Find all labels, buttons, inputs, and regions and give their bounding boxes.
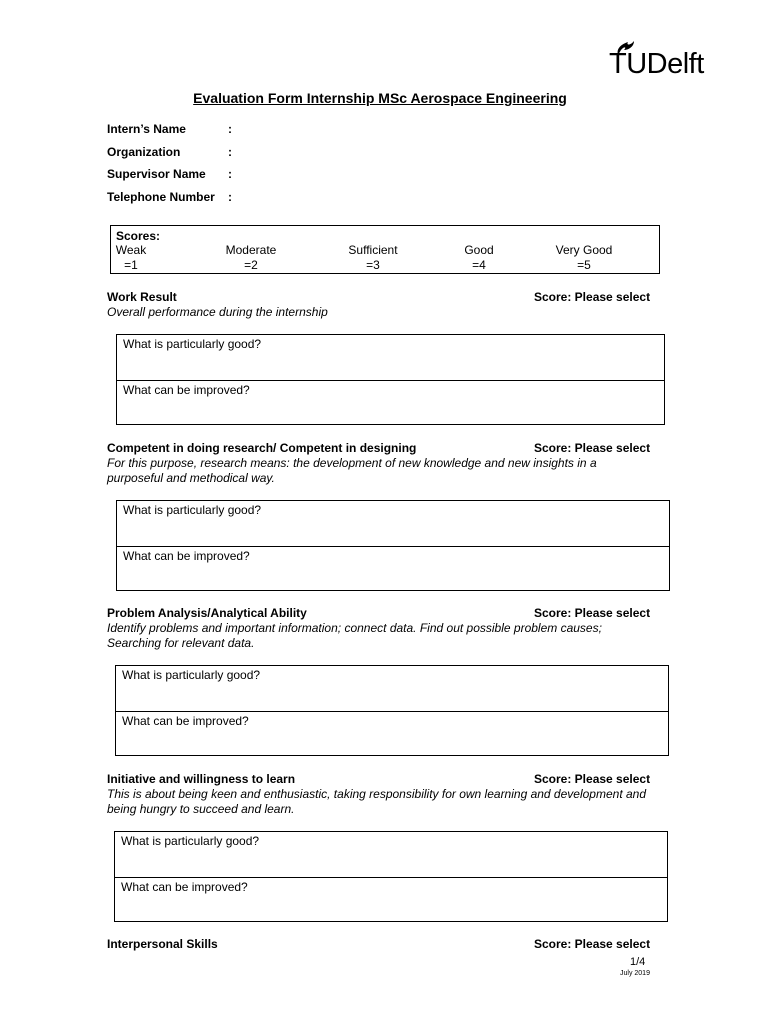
score-level-weak: Weak =1 xyxy=(115,243,147,272)
score-select[interactable]: Score: Please select xyxy=(534,772,651,786)
improve-field[interactable]: What can be improved? xyxy=(115,877,667,922)
section-description: Overall performance during the internship xyxy=(107,305,328,319)
improve-field[interactable]: What can be improved? xyxy=(117,380,664,425)
good-field[interactable]: What is particularly good? xyxy=(123,337,262,351)
section-title-interpersonal: Interpersonal Skills xyxy=(107,937,218,951)
score-select[interactable]: Score: Please select xyxy=(534,290,651,304)
section-description: Identify problems and important information; connect data. Find out possible problem causes; Searching for relevant data. xyxy=(107,621,602,650)
improve-field[interactable]: What can be improved? xyxy=(117,546,669,591)
scores-heading: Scores: xyxy=(116,229,161,243)
page-number: 1/4 xyxy=(630,956,646,968)
improve-field[interactable]: What can be improved? xyxy=(116,711,668,756)
score-select[interactable]: Score: Please select xyxy=(534,441,651,455)
score-level-moderate: Moderate =2 xyxy=(225,243,277,272)
feedback-box xyxy=(115,665,669,756)
field-separator: : xyxy=(228,122,232,136)
score-level-sufficient: Sufficient =3 xyxy=(348,243,398,272)
feedback-box xyxy=(114,831,668,922)
section-title-research: Competent in doing research/ Competent in designing xyxy=(107,441,417,455)
feedback-box xyxy=(116,334,665,425)
field-separator: : xyxy=(228,167,232,181)
good-field[interactable]: What is particularly good? xyxy=(121,834,260,848)
field-label-telephone: Telephone Number xyxy=(107,190,215,204)
score-select[interactable]: Score: Please select xyxy=(534,937,651,951)
section-title-problem-analysis: Problem Analysis/Analytical Ability xyxy=(107,606,307,620)
section-description: This is about being keen and enthusiastic, taking responsibility for own learning and development and being hungry to succeed and learn. xyxy=(107,787,647,816)
tudelft-logo xyxy=(609,38,719,84)
section-description: For this purpose, research means: the development of new knowledge and new insights in a purposeful and methodical way. xyxy=(107,456,597,485)
form-title: Evaluation Form Internship MSc Aerospace Engineering xyxy=(193,90,567,106)
field-label-supervisor-name: Supervisor Name xyxy=(107,167,206,181)
field-separator: : xyxy=(228,145,232,159)
field-label-organization: Organization xyxy=(107,145,181,159)
score-level-very-good: Very Good =5 xyxy=(555,243,613,272)
logo-wordmark: TUDelft xyxy=(609,48,704,80)
score-select[interactable]: Score: Please select xyxy=(534,606,651,620)
section-title-work-result: Work Result xyxy=(107,290,177,304)
section-title-initiative: Initiative and willingness to learn xyxy=(107,772,296,786)
scores-legend xyxy=(110,225,660,274)
good-field[interactable]: What is particularly good? xyxy=(122,668,261,682)
good-field[interactable]: What is particularly good? xyxy=(123,503,262,517)
field-separator: : xyxy=(228,190,232,204)
feedback-box xyxy=(116,500,670,591)
footer-date: July 2019 xyxy=(620,970,650,977)
score-level-good: Good =4 xyxy=(464,243,494,272)
field-label-intern-name: Intern’s Name xyxy=(107,122,186,136)
